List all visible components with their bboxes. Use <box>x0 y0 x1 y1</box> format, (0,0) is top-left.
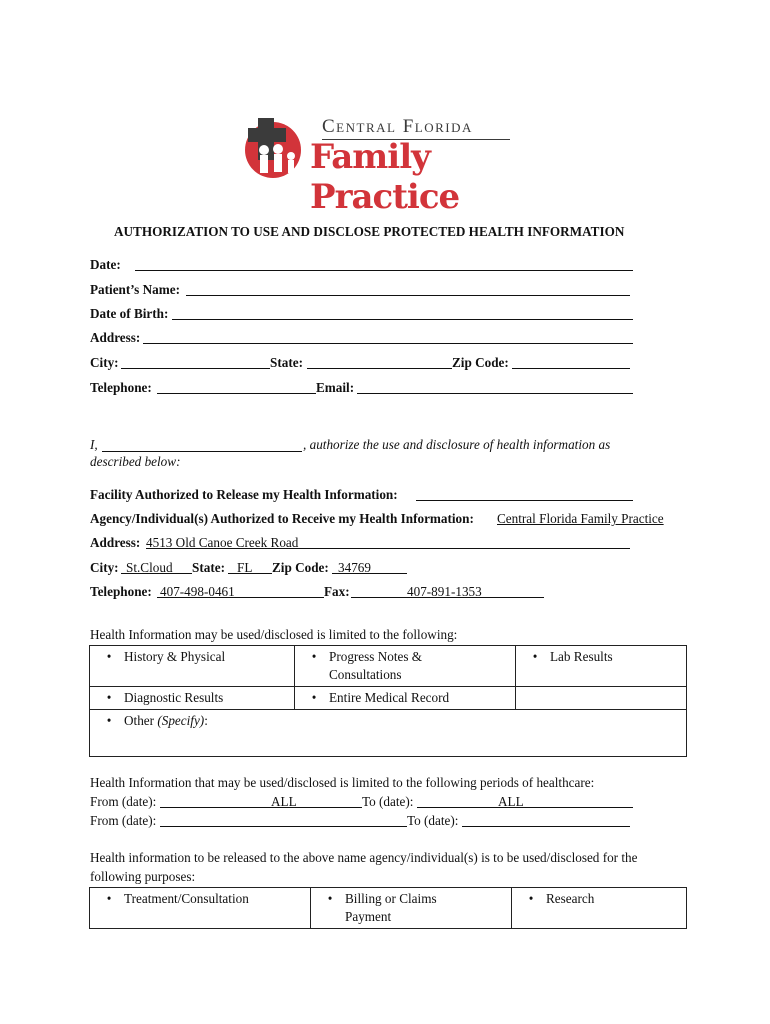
city-label: City: <box>90 355 119 370</box>
facility-fax-value: 407-891-1353 <box>407 584 482 599</box>
telephone-label: Telephone: <box>90 380 152 395</box>
bullet-icon: • <box>106 690 112 705</box>
option-entire-label: Entire Medical Record <box>329 690 450 705</box>
option-history[interactable] <box>90 646 295 687</box>
logo-line-2: Family Practice <box>310 137 460 217</box>
from-date-value-1: ALL <box>271 794 297 809</box>
option-entire-record[interactable] <box>295 687 516 710</box>
city-field[interactable] <box>121 368 270 369</box>
info-types-heading: Health Information may be used/disclosed is limited to the following: <box>90 627 458 642</box>
facility-telephone-underline <box>157 597 324 598</box>
receive-agency-label: Agency/Individual(s) Authorized to Receive my Health Information: <box>90 511 474 526</box>
bullet-icon: • <box>311 649 317 664</box>
facility-state-underline <box>228 573 272 574</box>
telephone-field[interactable] <box>157 393 316 394</box>
dob-label: Date of Birth: <box>90 306 169 321</box>
bullet-icon: • <box>528 891 534 906</box>
patient-name-field[interactable] <box>186 295 630 296</box>
email-label: Email: <box>316 380 355 395</box>
purpose-billing-label-1: Billing or Claims <box>345 891 437 906</box>
address-label: Address: <box>90 330 141 345</box>
facility-fax-label: Fax: <box>324 584 350 599</box>
date-label: Date: <box>90 257 121 272</box>
state-label: State: <box>270 355 303 370</box>
facility-telephone-label: Telephone: <box>90 584 152 599</box>
to-date-field-1[interactable] <box>417 807 633 808</box>
purposes-heading-1: Health information to be released to the above name agency/individual(s) is to be used/disclosed for the <box>90 850 638 865</box>
option-progress-label-2: Consultations <box>329 667 402 682</box>
dob-field[interactable] <box>172 319 633 320</box>
zip-label: Zip Code: <box>452 355 509 370</box>
option-other-label: Other <box>124 713 155 728</box>
option-lab-label: Lab Results <box>550 649 613 664</box>
authorize-prefix: I, <box>90 437 98 452</box>
facility-address-underline <box>146 548 630 549</box>
to-date-field-2[interactable] <box>462 826 630 827</box>
facility-address-value: 4513 Old Canoe Creek Road <box>146 535 299 550</box>
bullet-icon: • <box>532 649 538 664</box>
email-field[interactable] <box>357 393 633 394</box>
purpose-billing[interactable] <box>311 888 512 929</box>
facility-address-label: Address: <box>90 535 141 550</box>
release-facility-field[interactable] <box>416 500 633 501</box>
address-field[interactable] <box>143 343 633 344</box>
from-date-field-2[interactable] <box>160 826 407 827</box>
bullet-icon: • <box>106 891 112 906</box>
authorizer-name-field[interactable] <box>102 451 302 452</box>
purposes-table <box>89 887 687 929</box>
option-other-specify: (Specify) <box>157 713 205 728</box>
purpose-treatment[interactable] <box>90 888 311 929</box>
from-date-field-1[interactable] <box>160 807 362 808</box>
bullet-icon: • <box>327 891 333 906</box>
purpose-research[interactable] <box>512 888 687 929</box>
bullet-icon: • <box>106 713 112 728</box>
purposes-heading-2: following purposes: <box>90 869 196 884</box>
info-types-table <box>89 645 687 757</box>
option-lab-results[interactable] <box>516 646 687 687</box>
facility-state-label: State: <box>192 560 225 575</box>
periods-heading: Health Information that may be used/disclosed is limited to the following periods of healthcare: <box>90 775 595 790</box>
authorize-statement-cont: described below: <box>90 454 181 469</box>
facility-city-underline <box>121 573 192 574</box>
cross-family-logo-icon <box>240 114 306 180</box>
facility-city-label: City: <box>90 560 119 575</box>
purpose-treatment-label: Treatment/Consultation <box>124 891 249 906</box>
release-facility-label: Facility Authorized to Release my Health Information: <box>90 487 398 502</box>
option-other[interactable] <box>90 710 687 757</box>
authorize-statement: , authorize the use and disclosure of health information as <box>303 437 611 452</box>
to-date-label-1: To (date): <box>362 794 414 809</box>
facility-state-value: FL <box>237 560 253 575</box>
state-field[interactable] <box>307 368 452 369</box>
date-field[interactable] <box>135 270 633 271</box>
facility-zip-label: Zip Code: <box>272 560 329 575</box>
to-date-label-2: To (date): <box>407 813 459 828</box>
bullet-icon: • <box>106 649 112 664</box>
facility-telephone-value: 407-498-0461 <box>160 584 235 599</box>
bullet-icon: • <box>311 690 317 705</box>
option-diagnostic[interactable] <box>90 687 295 710</box>
facility-zip-underline <box>332 573 407 574</box>
option-history-label: History & Physical <box>124 649 226 664</box>
facility-city-value: St.Cloud <box>126 560 173 575</box>
to-date-value-1: ALL <box>498 794 524 809</box>
option-progress-notes[interactable] <box>295 646 516 687</box>
option-other-colon: : <box>204 713 208 728</box>
facility-fax-underline <box>351 597 544 598</box>
patient-name-label: Patient’s Name: <box>90 282 180 297</box>
option-diagnostic-label: Diagnostic Results <box>124 690 224 705</box>
practice-logo <box>240 112 530 217</box>
zip-field[interactable] <box>512 368 630 369</box>
logo-line-1: Central Florida <box>322 116 473 137</box>
facility-zip-value: 34769 <box>338 560 371 575</box>
purpose-billing-label-2: Payment <box>345 909 392 924</box>
receive-agency-value: Central Florida Family Practice <box>497 511 664 526</box>
form-title: AUTHORIZATION TO USE AND DISCLOSE PROTECTED HEALTH INFORMATION <box>114 224 625 239</box>
purpose-research-label: Research <box>546 891 595 906</box>
option-progress-label-1: Progress Notes & <box>329 649 423 664</box>
from-date-label-1: From (date): <box>90 794 157 809</box>
from-date-label-2: From (date): <box>90 813 157 828</box>
